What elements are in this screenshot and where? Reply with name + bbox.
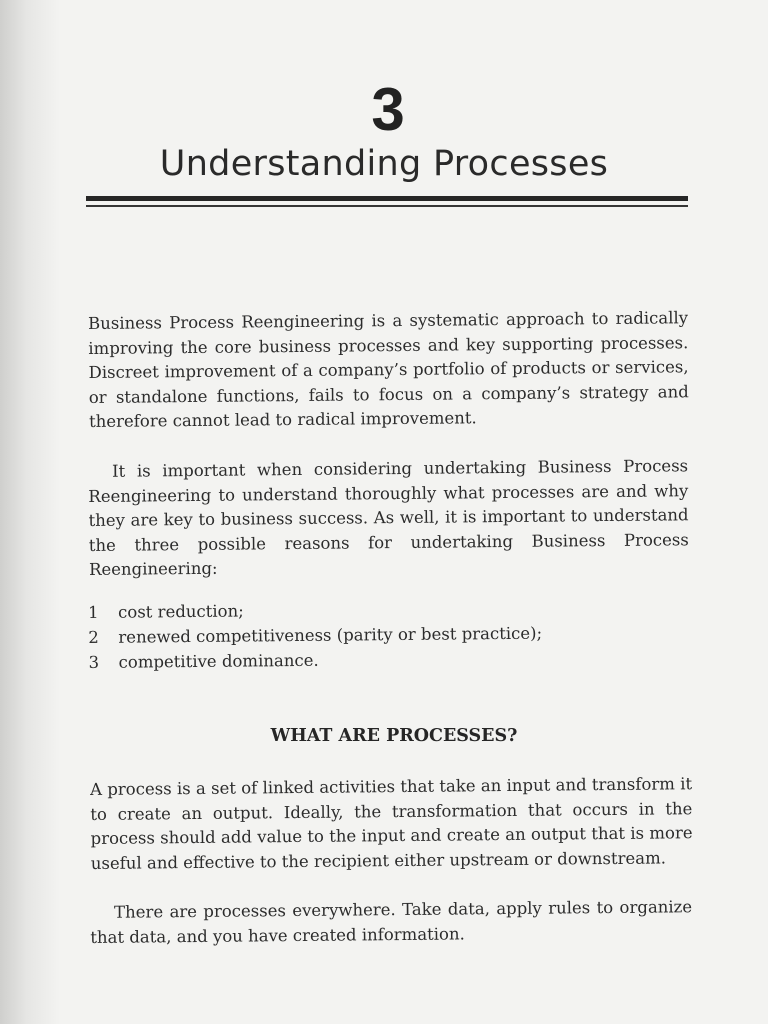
- intro-paragraph-2: It is important when considering undertaking Business Process Reengineering to understand thoroughly what processes are and why they are key to business success. As well, it is important to understand the three possible reasons for undertaking Business Process Reengineering:: [88, 456, 689, 579]
- list-item-text: cost reduction;: [118, 601, 244, 622]
- list-item-text: competitive dominance.: [118, 650, 319, 672]
- section-paragraph: A process is a set of linked activities that take an input and transform it to create an output. Ideally, the transformation that occurs in the process should add value to the input and create an output that is more useful and effective to the recipient either upstream or downstream.: [90, 774, 693, 873]
- reasons-list: [88, 595, 649, 675]
- list-item-number: 2: [88, 627, 99, 647]
- list-item-text: renewed competitiveness (parity or best practice);: [118, 623, 543, 647]
- list-item-number: 3: [88, 652, 100, 672]
- title-rule-thin: [86, 205, 688, 207]
- list-item-number: 1: [88, 602, 99, 622]
- chapter-title: Understanding Processes: [159, 144, 609, 184]
- section-heading: WHAT ARE PROCESSES?: [270, 726, 518, 746]
- list-item: [88, 645, 648, 675]
- intro-paragraph: Business Process Reengineering is a systematic approach to radically improving the core business processes and key supporting processes. Discreet improvement of a company’s portfolio of products or services, or standalone functions, fails to focus on a company’s strategy and therefore cannot lead to radical improvement.: [88, 308, 689, 431]
- chapter-number: 3: [371, 76, 405, 143]
- section-paragraph-2: There are processes everywhere. Take data, apply rules to organize that data, and you have created information.: [90, 897, 693, 947]
- title-rule-thick: [86, 196, 688, 201]
